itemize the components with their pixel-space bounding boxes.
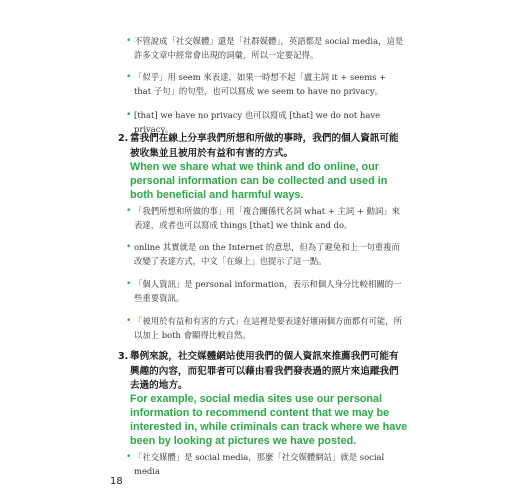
note-social-media: • 不管說成「社交媒體」還是「社群媒體」，英語都是 social media，這是許多文章中經常會出現的詞彙，所以一定要記得。: [126, 36, 404, 60]
note-personal-information: • 「個人資訊」是 personal information，表示和個人身分比較相關的一些重要資訊。: [126, 279, 402, 303]
bullet-icon: •: [126, 110, 132, 120]
bullet-icon: •: [126, 206, 132, 216]
bullet-icon: •: [126, 316, 132, 326]
bullet-icon: •: [126, 452, 132, 462]
answer-2: When we share what we think and do online, our personal information can be collected and used in both beneficial and harmful ways.: [130, 161, 388, 201]
bullet-icon: •: [126, 72, 132, 82]
note-what-clause: • 「我們所想和所做的事」用「複合關係代名詞 what + 主詞 + 動詞」來表達，或者也可以寫成 things [that] we think and do。: [126, 206, 401, 230]
note-social-media-sites: • 「社交媒體」是 social media，那麼「社交媒體網站」就是 social media: [126, 452, 385, 476]
question-text: 當我們在線上分享我們所想和所做的事時，我們的個人資訊可能被收集並且被用於有益和有害的方式。: [130, 133, 399, 159]
question-3: [118, 350, 408, 394]
note-both: • 「被用於有益和有害的方式」在這裡是要表達好壞兩個方面都有可能，所以加上 both 會顯得比較自然。: [126, 316, 402, 340]
bullet-icon: •: [126, 36, 132, 46]
question-text: 舉例來說，社交媒體網站使用我們的個人資訊來推薦我們可能有興趣的內容，而犯罪者可以藉由看我們發表過的照片來追蹤我們去過的地方。: [130, 351, 399, 391]
bullet-icon: •: [126, 242, 132, 252]
question-2: [118, 132, 408, 161]
answer-3: For example, social media sites use our personal information to recommend content that we may be interested in, while criminals can track where we have been by looking at pictures we have posted.: [130, 393, 408, 447]
note-online: • online 其實就是 on the Internet 的意思，但為了避免和上一句重複而改變了表達方式，中文「在線上」也提示了這一點。: [126, 242, 400, 266]
note-privacy: • [that] we have no privacy 也可以寫成 [that] we do not have privacy。: [126, 110, 381, 134]
note-seem: • 「似乎」用 seem 來表達，如果一時想不起「盧主詞 it + seems + that 子句」的句型，也可以寫成 we seem to have no privacy。: [126, 72, 387, 96]
bullet-icon: •: [126, 279, 132, 289]
page-number: 18: [110, 476, 123, 487]
question-number: 3.: [118, 351, 129, 362]
question-number: 2.: [118, 133, 129, 144]
